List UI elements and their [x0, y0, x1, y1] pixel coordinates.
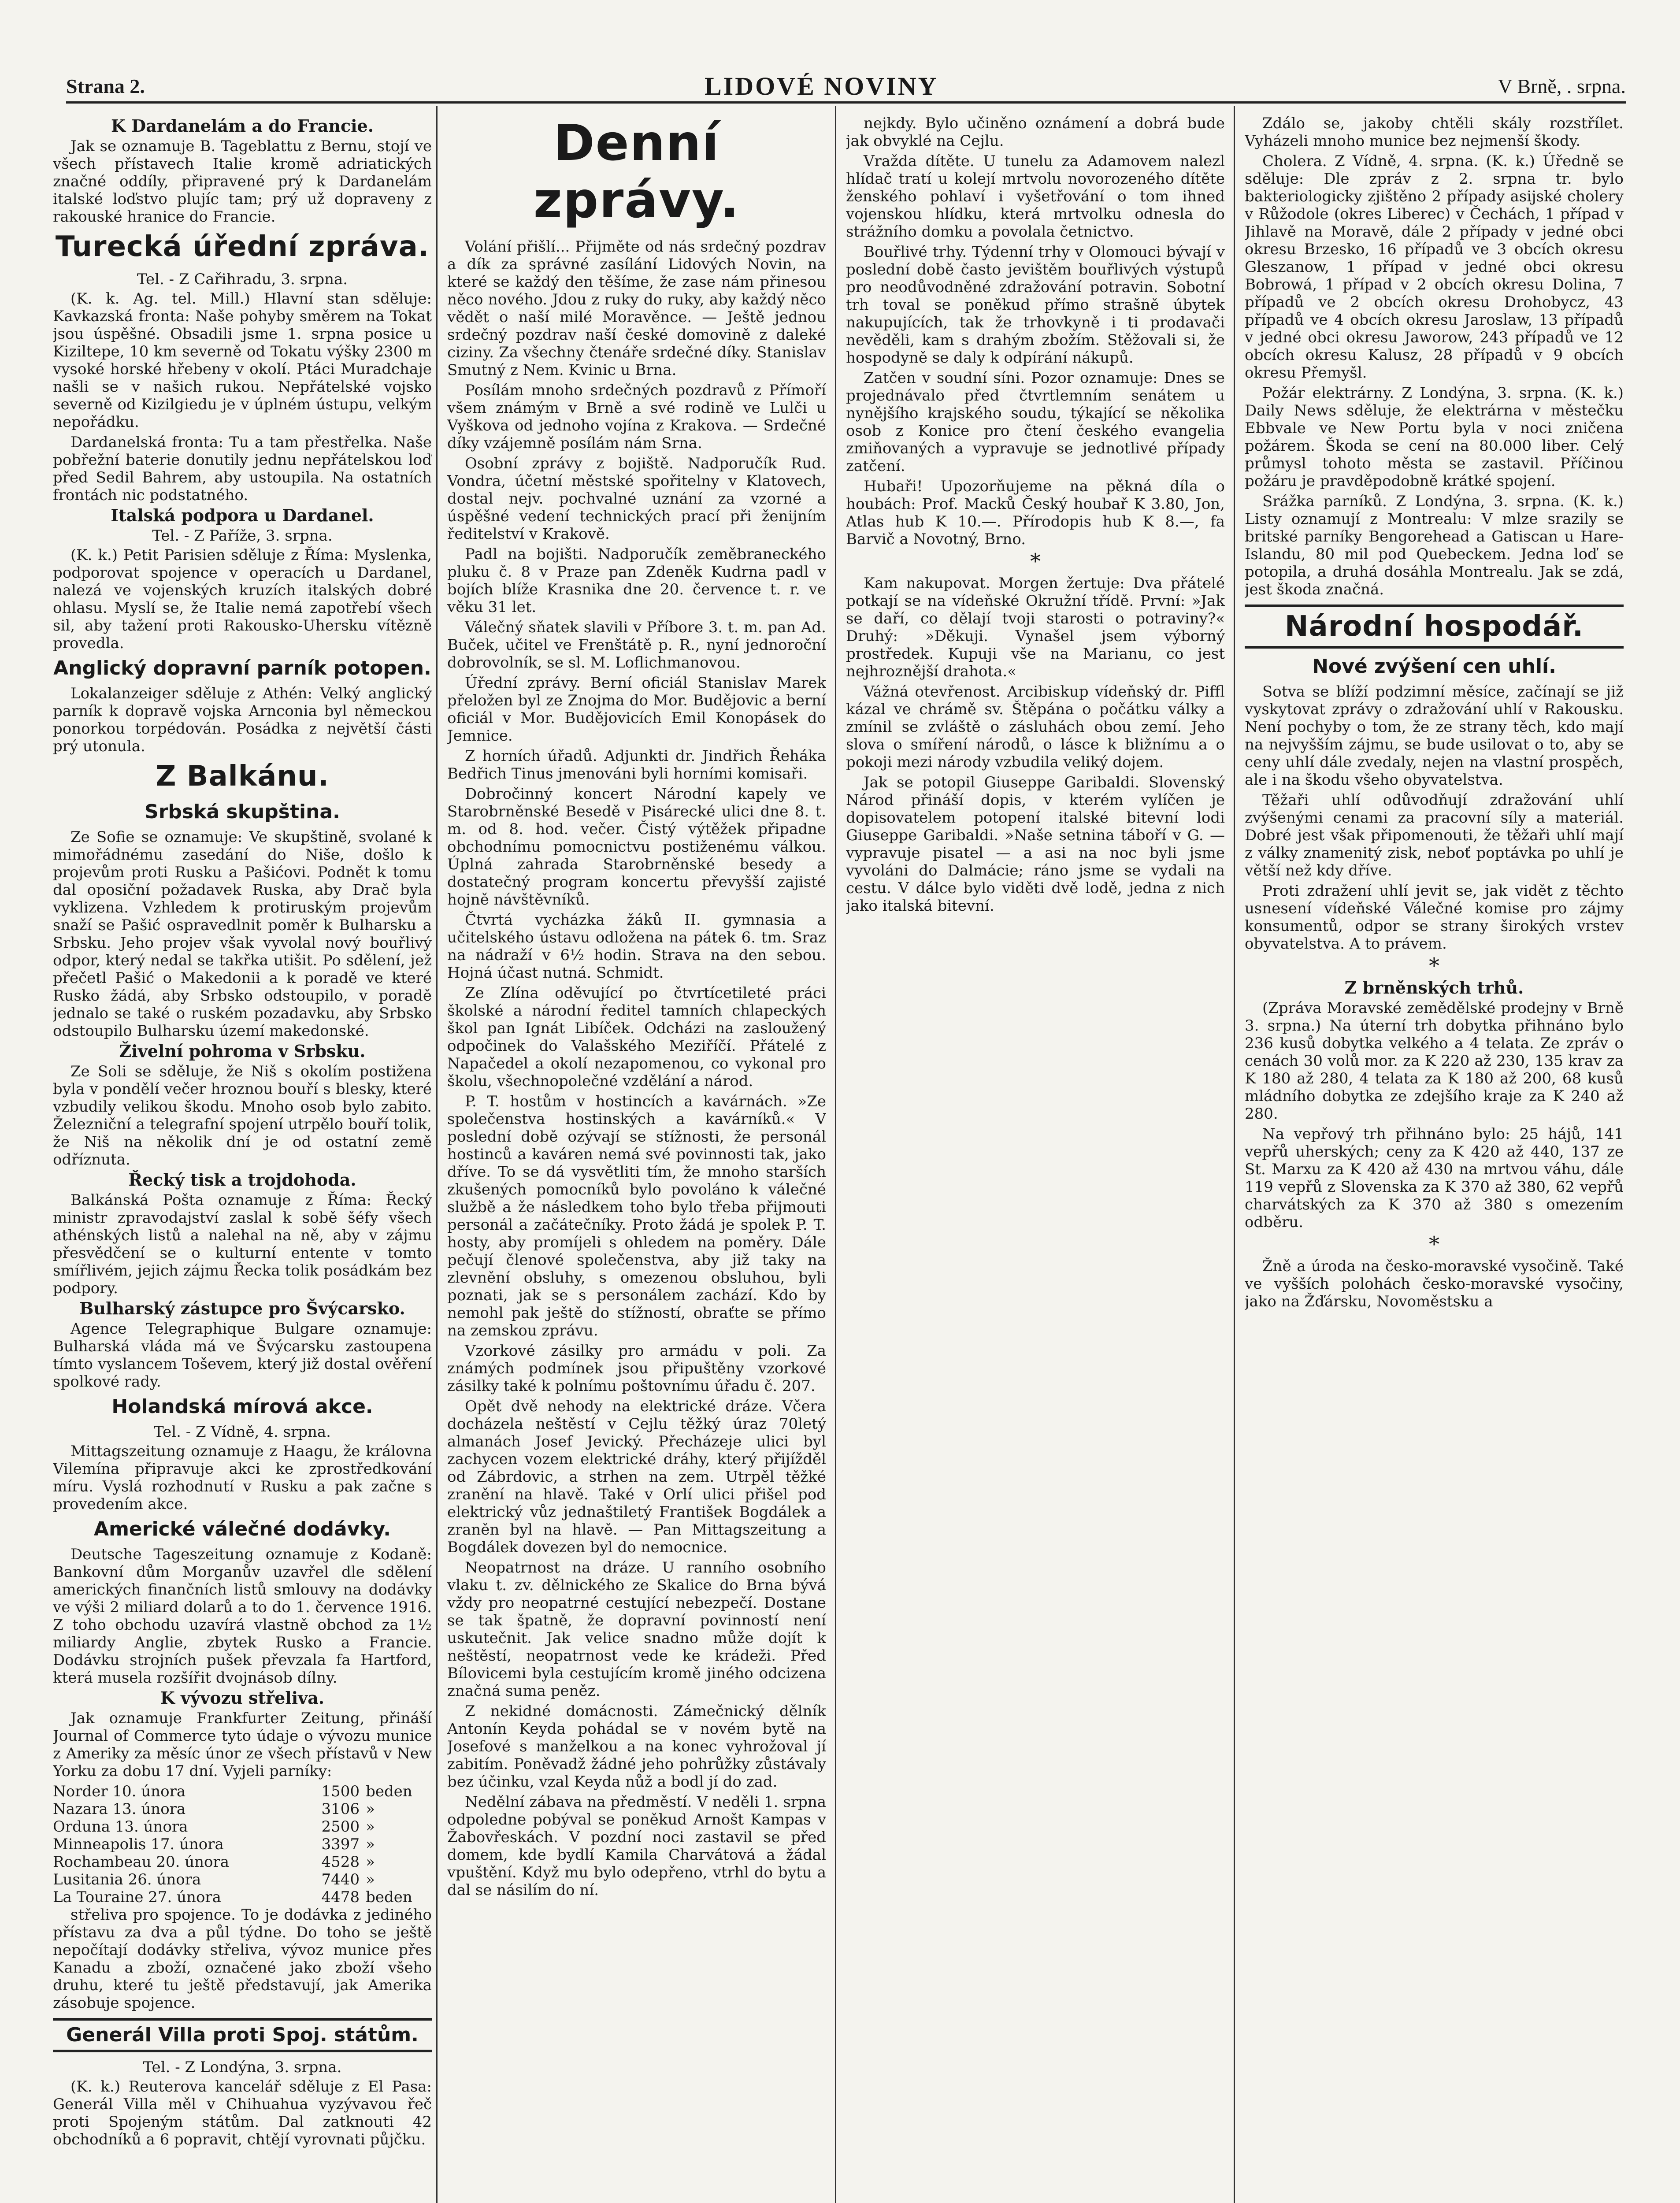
ship-name: Nazara 13. února	[53, 1800, 186, 1818]
separator-asterisk: *	[1429, 953, 1439, 978]
table-row	[53, 1800, 432, 1818]
ship-name: Lusitania 26. února	[53, 1871, 201, 1888]
article-title: Z brněnských trhů.	[1344, 978, 1524, 998]
article-text: Jak se oznamuje B. Tageblattu z Bernu, stojí ve všech přístavech Italie kromě adriatických značné oddíly, připravené prý k Dardanelám italské loďstvo plujíc tam; prý už dopraveny z rakouské hranice do Francie.	[53, 137, 432, 226]
article-text: Úřední zprávy. Berní oficiál Stanislav Marek přeložen byl ze Znojma do Mor. Budějovic a berní oficiál v Mor. Budějovicích Emil Konopásek do Jemnice.	[447, 674, 826, 745]
shipment-quantity: 4528	[321, 1853, 360, 1871]
article-text: Neopatrnost na dráze. U ranního osobního vlaku t. zv. dělnického ze Skalice do Brna bývá vždy pro neopatrné cestující nebezpečí. Dostane se tak špatně, že dopravní povinností není uskutečnit. Jak velice snadno může dojít k neštěstí, neopatrnost vede ke krádeži. Před Bílovicemi byla cestujícím kromě jiného odcizena značná suma peněz.	[447, 1559, 826, 1700]
article-text: Požár elektrárny. Z Londýna, 3. srpna. (K. k.) Daily News sděluje, že elektrárna v městečku Ebbvale ve New Portu byla v noci zničena požárem. Škoda se cení na 80.000 liber. Celý průmysl tohoto města se zastavil. Příčinou požáru je pravděpodobně krátké spojení.	[1245, 384, 1624, 490]
table-row	[53, 1783, 432, 1800]
shipment-unit: beden	[366, 1783, 412, 1800]
table-row	[53, 1888, 432, 1906]
article-text: Válečný sňatek slavili v Příbore 3. t. m. pan Ad. Buček, učitel ve Frenštátě p. R., nyní jednoroční dobrovolník, se sl. M. Loflichmanovou.	[447, 619, 826, 671]
dateline: Tel. - Z Paříže, 3. srpna.	[152, 527, 333, 545]
article-text: Jak oznamuje Frankfurter Zeitung, přináší Journal of Commerce tyto údaje o vývozu munice z Ameriky za měsíc únor ze všech přístavů v New Yorku za dobu 17 dní. Vyjeli parníky:	[53, 1710, 432, 1780]
article-text: Vzorkové zásilky pro armádu v poli. Za známých podmínek jsou připuštěny vzorkové zásilky také k polnímu poštovnímu úřadu č. 207.	[447, 1342, 826, 1395]
shipment-quantity: 3106	[321, 1800, 360, 1818]
column-1	[53, 115, 432, 2203]
article-text: střeliva pro spojence. To je dodávka z jediného přístavu za dva a půl týdne. Do toho se ještě nepočítají dodávky střeliva, vývoz munice přes Kanadu a zboží, označené jako zboží všeho druhu, které tu ještě představují, jak Amerika zásobuje spojence.	[53, 1906, 432, 2012]
ship-name: Rochambeau 20. února	[53, 1853, 230, 1871]
shipment-unit: »	[366, 1818, 375, 1836]
article-text: Lokalanzeiger sděluje z Athén: Velký anglický parník k dopravě vojska Arnconia byl německou ponorkou torpédován. Posádka z největší části prý utonula.	[53, 685, 432, 755]
article-title: Srbská skupština.	[145, 801, 340, 823]
article-text: Volání přišlí... Přijměte od nás srdečný pozdrav a dík za správné zasílání Lidových Novin, na které se každý den těšíme, že zase nám přinesou něco nového. Jdou z ruky do ruky, aby každý něco vědět o naší milé Moravěnce. — Ještě jednou srdečný pozdrav naší české domovině z daleké ciziny. Za všechny čtenáře srdečné díky. Stanislav Smutný z Nem. Kvinic u Brna.	[447, 238, 826, 379]
article-text: Ze Soli se sděluje, že Niš s okolím postižena byla v pondělí večer hroznou bouří s blesky, které vzbudily velikou škodu. Mnoho osob bylo zabito. Železniční a telegrafní spojení utrpělo bouří tolik, že Niš na několik dní je od ostatní země odříznuta.	[53, 1063, 432, 1168]
article-text: Balkánská Pošta oznamuje z Říma: Řecký ministr zpravodajství zaslal k sobě šéfy všech athénských listů a nalehal na ně, aby v zájmu přesvědčení se o kulturní entente v tomto smířlivém, jejich zájmu Řecka tolik posádkám bez podpory.	[53, 1191, 432, 1297]
shipment-unit: »	[366, 1800, 375, 1818]
shipment-quantity: 2500	[321, 1818, 360, 1836]
section-title: Z Balkánu.	[156, 760, 329, 793]
article-text: Vážná otevřenost. Arcibiskup vídeňský dr. Piffl kázal ve chrámě sv. Štěpána o počátku války a zmínil se zvláště o zásluhách obou zemí. Jeho slova o smíření národů, o lásce k bližnímu a o pokoji mezi národy vzbudila veliký dojem.	[846, 683, 1225, 771]
article-subtitle: Bulharský zástupce pro Švýcarsko.	[79, 1298, 405, 1318]
article-text: Jak se potopil Giuseppe Garibaldi. Slovenský Národ přináší dopis, v kterém vylíčen je dopisovatelem potopení italské bitevní lodi Giuseppe Garibaldi. »Naše setnina táboří v G. — vypravuje pisatel — a asi na noc byli jsme vyvoláni do Dalmácie; ráno jsme se vydali na cestu. V dálce bylo viděti dvě lodě, jedna z nich jako italská bitevní.	[846, 774, 1225, 915]
article-text: Kam nakupovat. Morgen žertuje: Dva přátelé potkají se na vídeňské Okružní třídě. První: »Jak se daří, co dělají tvoji starosti o potraviny?« Druhý: »Děkuji. Vynašel jsem výborný prostředek. Kupuji vše na Marianu, co jest nejhroznější drahota.«	[846, 575, 1225, 680]
shipment-quantity: 4478	[321, 1888, 360, 1906]
shipment-unit: »	[366, 1871, 375, 1888]
section-title: Denní zprávy.	[533, 115, 740, 229]
article-text: Zdálo se, jakoby chtěli skály rozstřílet. Vyházeli mnoho munice bez nejmenší škody.	[1245, 115, 1624, 150]
article-text: Deutsche Tageszeitung oznamuje z Kodaně: Bankovní dům Morganův uzavřel dle sdělení amerických finančních listů smlouvy na dodávky ve výši 2 miliard dolarů a to do 1. července 1916. Z toho obchodu uzavírá vlastně obchod za 1½ miliardy Anglie, zbytek Rusko a Francie. Dodávku strojních pušek převzala fa Hartford, která musela rozšířit dvojnásob dílny.	[53, 1546, 432, 1687]
dateline: Tel. - Z Vídně, 4. srpna.	[154, 1423, 331, 1441]
shipment-unit: beden	[366, 1888, 412, 1906]
ship-name: Orduna 13. února	[53, 1818, 188, 1836]
column-rule	[1234, 106, 1235, 2203]
article-text: Ze Zlína oděvující po čtvrtícetileté práci školské a národní ředitel tamních chlapeckých škol pan Ignát Libíček. Odcházi na zasloužený odpočinek do Valašského Meziříčí. Přátelé z Napačedel a okolí nezapomenou, co vykonal pro školu, všechnopolečné vzdělání a národ.	[447, 984, 826, 1090]
shipment-unit: »	[366, 1836, 375, 1853]
article-text: Bouřlivé trhy. Týdenní trhy v Olomouci bývají v poslední době často jevištěm bouřlivých výstupů pro neodůvodněné zdražování potravin. Sobotní trh toval se poněkud přímo strašně úbytek nakupujících, tak že trhovkyně i ti prodavači nevěděli, kam s drahým zbožím. Stěžovali si, že hospodyně se daly k odpírání nákupů.	[846, 243, 1225, 367]
article-text: Na vepřový trh přihnáno bylo: 25 hájů, 141 vepřů uherských; ceny za K 420 až 440, 137 ze St. Marxu za K 420 až 430 na mrtvou váhu, dále 119 vepřů z Slovenska za K 370 až 380, 62 vepřů charvátských za K 370 až 380 s omezením odběru.	[1245, 1125, 1624, 1231]
separator-asterisk: *	[1030, 549, 1041, 574]
ship-name: Minneapolis 17. února	[53, 1836, 224, 1853]
article-text: Srážka parníků. Z Londýna, 3. srpna. (K. k.) Listy oznamují z Montrealu: V mlze srazily se britské parníky Bengorehead a Gatiscan u Hare-Islandu, 80 mil pod Quebeckem. Jedna loď se potopila, a druhá dosáhla Montrealu. Jak se zdá, jest škoda značná.	[1245, 493, 1624, 598]
article-text: Těžaři uhlí odůvodňují zdražování uhlí zvýšenými cenami za pracovní síly a materiál. Dobré jest však připomenouti, že těžaři uhlí mají z války znamenitý zisk, neboť poptávka po uhlí je větší než kdy dříve.	[1245, 791, 1624, 879]
article-text: (K. k. Ag. tel. Mill.) Hlavní stan sděluje: Kavkazská fronta: Naše pohyby směrem na Tokat jsou úspěšné. Obsadili jsme 1. srpna posice u Kiziltepe, 10 km severně od Tokatu výšky 2300 m vysoké horské hřebeny v okolí. Ptáci Muradchaje našli se v našich rukou. Nepřátelské vojsko severně od Kizilgiedu je v úplném ústupu, velkým nepořádku.	[53, 290, 432, 431]
column-rule	[835, 106, 836, 2203]
article-text: (K. k.) Reuterova kancelář sděluje z El Pasa: Generál Villa měl v Chihuahua vyzývavou řeč proti Spojeným státům. Dal zatknouti 42 obchodníků a 6 popravit, chtějí vyrovnati půjčku.	[53, 2078, 432, 2148]
masthead: LIDOVÉ NOVINY	[704, 71, 938, 100]
article-text: Mittagszeitung oznamuje z Haagu, že královna Vilemína připravuje akci ke zprostředkování míru. Vyslá rozhodnutí v Rusku a pak začne s provedením akce.	[53, 1443, 432, 1513]
table-row	[53, 1871, 432, 1888]
article-text: Dardanelská fronta: Tu a tam přestřelka. Naše pobřežní baterie donutily jednu nepřátelskou loď před Sedil Bahrem, aby ustoupila. Na ostatních frontách nic podstatného.	[53, 434, 432, 504]
shipment-quantity: 7440	[321, 1871, 360, 1888]
ship-name: La Touraine 27. února	[53, 1888, 221, 1906]
article-text: Nedělní zábava na předměstí. V neděli 1. srpna odpoledne pobýval se poněkud Arnošt Kampas v Žabovřeskách. V pozdní noci zastavil se před domem, kde bydlí Kamila Charvátová a žádal vpuštění. Když mu bylo odepřeno, vtrhl do bytu a dal se násilím do ní.	[447, 1793, 826, 1899]
article-text: Opět dvě nehody na elektrické dráze. Včera docházela neštěstí v Cejlu těžký úraz 70letý almanách Josef Jevický. Přecházeje ulici byl zachycen vozem elektrické dráhy, který přijížděl od Zábrdovic, a strhen na zem. Utrpěl těžké zranění na hlavě. Také v Orlí ulici přišel pod elektrický vůz jednaštiletý František Bogdálek a zraněn byl na hlavě. — Pan Mittagszeitung a Bogdálek dovezen byl do nemocnice.	[447, 1398, 826, 1556]
shipment-quantity: 1500	[321, 1783, 360, 1800]
article-text: Žně a úroda na česko-moravské vysočině. Také ve vyšších polohách česko-moravské vysočiny, jako na Žďársku, Novoměstsku a	[1245, 1257, 1624, 1310]
article-title: K Dardanelám a do Francie.	[111, 116, 374, 136]
ship-name: Norder 10. února	[53, 1783, 186, 1800]
article-title: Generál Villa proti Spoj. státům.	[53, 2018, 432, 2052]
article-text: Cholera. Z Vídně, 4. srpna. (K. k.) Úředně se sděluje: Dle zpráv z 2. srpna tr. bylo bakteriologicky zjištěno 2 případy asijské cholery v Růžodole (okres Liberec) v Čechách, 1 případ v Jihlavě na Moravě, dále 2 případy v jedné obci okresu Brzesko, 16 případů ve 3 obcích okresu Gleszanow, 1 případ v jedné obci okresu Bobrowá, 1 případ v 2 obcích okresu Dolina, 7 případů ve 2 obcích okresu Drohobycz, 43 případů ve 4 obcích okresu Jaroslaw, 13 případů v jedné obci okresu Jaworow, 243 případů ve 12 obcích okresu Kalusz, 28 případů v 9 obcích okresu Přemyšl.	[1245, 152, 1624, 382]
article-text: Osobní zprávy z bojiště. Nadporučík Rud. Vondra, účetní městské spořitelny v Klatovech, dostal nejv. pochvalné uznání za vzorné a úspěšné vedení technických prací při ženijním ředitelství v Krakově.	[447, 455, 826, 543]
page-header	[66, 70, 1626, 104]
article-text: Sotva se blíží podzimní měsíce, začínají se již vyskytovat zprávy o zdražování uhlí v Rakousku. Není pochyby o tom, že ze strany těch, kdo mají na nejvyšším zájmu, se bude usilovat o to, aby se ceny uhlí dále zvedaly, nejen na vlastní prospěch, ale i na škodu všeho obyvatelstva.	[1245, 683, 1624, 789]
table-row	[53, 1853, 432, 1871]
article-title: Turecká úřední zpráva.	[55, 230, 430, 263]
shipment-quantity: 3397	[321, 1836, 360, 1853]
exports-table	[53, 1783, 432, 1906]
shipment-unit: »	[366, 1853, 375, 1871]
article-text: Z nekidné domácnosti. Zámečnický dělník Antonín Keyda pohádal se v novém bytě na Josefové s manželkou a na konec vyhrožoval jí zabitím. Poněvadž žádné jeho pohrůžky zůstávaly bez účinku, vzal Keyda nůž a bodl jí do zad.	[447, 1702, 826, 1791]
column-2	[447, 115, 826, 2203]
column-3	[846, 115, 1225, 2203]
article-text: nejkdy. Bylo učiněno oznámení a dobrá bude jak obvyklé na Cejlu.	[846, 115, 1225, 150]
article-text: Padl na bojišti. Nadporučík zeměbraneckého pluku č. 8 v Praze pan Zdeněk Kudrna padl v bojích blíže Krasnika dne 20. července t. r. ve věku 31 let.	[447, 545, 826, 616]
article-text: (Zpráva Moravské zemědělské prodejny v Brně 3. srpna.) Na úterní trh dobytka přihnáno bylo 236 kusů dobytka velkého a 4 telata. Ze zpráv o cenách 30 volů mor. za K 220 až 230, 135 krav za K 180 až 280, 4 telata za K 180 až 200, 68 kusů mládního dobytka ze zdejšího kraje za K 240 až 280.	[1245, 999, 1624, 1123]
column-rule	[436, 106, 438, 2203]
article-title: Anglický dopravní parník potopen.	[53, 657, 431, 679]
article-text: Zatčen v soudní síni. Pozor oznamuje: Dnes se projednávalo před čtvrtlemním senátem u nynějšího krajského soudu, týkající se několika osob z Konice pro čtení českého evangelia zmiňovaných a vypravuje se jednotlivé případy zatčení.	[846, 369, 1225, 475]
article-text: P. T. hostům v hostincích a kavárnách. »Ze společenstva hostinských a kavárníků.« V poslední době ozývají se stížnosti, že personál hostinců a kaváren nemá své povinnosti tak, jako dříve. To se dá vysvětliti tím, že mnoho starších zkušených pomocníků bylo povoláno k válečné službě a že následkem toho bylo třeba přijmouti personál a začátečníky. Proto žádá je spolek P. T. hosty, aby promíjeli s ohledem na poměry. Dále pečují členové společenstva, aby již taky na zlevnění obsluhy, s omezenou obsluhou, byli poznati, jak se s personálem zachází. Kdo by nemohl pak ještě do stížností, obraťte se přímo na zemskou zprávu.	[447, 1093, 826, 1339]
article-text: Dobročinný koncert Národní kapely ve Starobrněnské Besedě v Pisárecké ulici dne 8. t. m. od 8. hod. večer. Čistý výtěžek připadne obchodnímu pomocnictvu postiženému válkou. Úplná zahrada Starobrněnské besedy a dostatečný program koncertu převyšší zajisté hojně návštěvníků.	[447, 785, 826, 909]
place-date: V Brně, . srpna.	[1498, 74, 1626, 97]
article-title: Holandská mírová akce.	[111, 1395, 373, 1418]
article-text: Vražda dítěte. U tunelu za Adamovem nalezl hlídač tratí u kolejí mrtvolu novorozeného dítěte ženského pohlaví i vyšetřování o tom ihned vojenskou hlídku, která mrtvolku odnesla do strážního domku a povolala četnictvo.	[846, 152, 1225, 241]
section-title: Národní hospodář.	[1245, 605, 1624, 649]
article-title: Nové zvýšení cen uhlí.	[1312, 655, 1556, 678]
article-title: Americké válečné dodávky.	[94, 1518, 391, 1540]
article-text: Proti zdražení uhlí jevit se, jak vidět z těchto usnesení vídeňské Válečné komise pro zájmy konsumentů, odpor se strany širokých vrstev obyvatelstva. A to právem.	[1245, 882, 1624, 953]
article-subtitle: Živelní pohroma v Srbsku.	[119, 1041, 366, 1061]
article-text: (K. k.) Petit Parisien sděluje z Říma: Myslenka, podporovat spojence v operacích u Dardanel, nalezá ve vojenských kruzích italských dobré ohlasu. Myslí se, že Italie nemá zapotřebí všech sil, aby tažení proti Rakousko-Uhersku vítězně provedla.	[53, 546, 432, 652]
article-text: Čtvrtá vycházka žáků II. gymnasia a učitelského ústavu odložena na pátek 6. tm. Sraz na nádraží v 6½ hodin. Strava na den sebou. Hojná účast nutná. Schmidt.	[447, 911, 826, 982]
separator-asterisk: *	[1429, 1232, 1439, 1257]
article-text: Agence Telegraphique Bulgare oznamuje: Bulharská vláda má ve Švýcarsku zastoupena tímto vyslancem Toševem, který již dostal ověření spolkové rady.	[53, 1320, 432, 1391]
table-row	[53, 1818, 432, 1836]
article-text: Posílám mnoho srdečných pozdravů z Přímoří všem známým v Brně a své rodině ve Lulči u Vyškova od jednoho vojína z Krakova. — Srdečné díky vzájemně posílám nám Srna.	[447, 382, 826, 452]
page-number: Strana 2.	[66, 74, 145, 97]
article-text: Ze Sofie se oznamuje: Ve skupštině, svolané k mimořádnému zasedání do Niše, došlo k projevům proti Rusku a Pašićovi. Podnět k tomu dal oposiční požadavek Ruska, aby Drač byla vyklizena. Vzhledem k protiruským projevům snaží se Pašić ospravedlnit poměr k Bulharsku a Srbsku. Jeho projev však vyvolal nový bouřlivý odpor, který nedal se takřka utišit. Po sdělení, jež přečetl Pašić o Makedonii a k poradě ve které Rusko žádá, aby Srbsko odstoupilo, v poradě jednalo se také o ruském pozadavku, aby Srbsko odstoupilo Bulharsku území makedonské.	[53, 828, 432, 1040]
column-4	[1245, 115, 1624, 2203]
table-row	[53, 1836, 432, 1853]
dateline: Tel. - Z Londýna, 3. srpna.	[143, 2058, 342, 2076]
article-subtitle: K vývozu střeliva.	[160, 1688, 325, 1708]
article-text: Z horních úřadů. Adjunkti dr. Jindřich Řeháka Bedřich Tinus jmenováni byli horními komisaři.	[447, 747, 826, 783]
article-title: Italská podpora u Dardanel.	[111, 505, 374, 525]
article-subtitle: Řecký tisk a trojdohoda.	[128, 1170, 356, 1190]
article-text: Hubaři! Upozorňujeme na pěkná díla o houbách: Prof. Macků Český houbař K 3.80, Jon, Atlas hub K 10.—. Přírodopis hub K 8.—, fa Barvič a Novotný, Brno.	[846, 478, 1225, 548]
dateline: Tel. - Z Cařihradu, 3. srpna.	[137, 271, 348, 288]
